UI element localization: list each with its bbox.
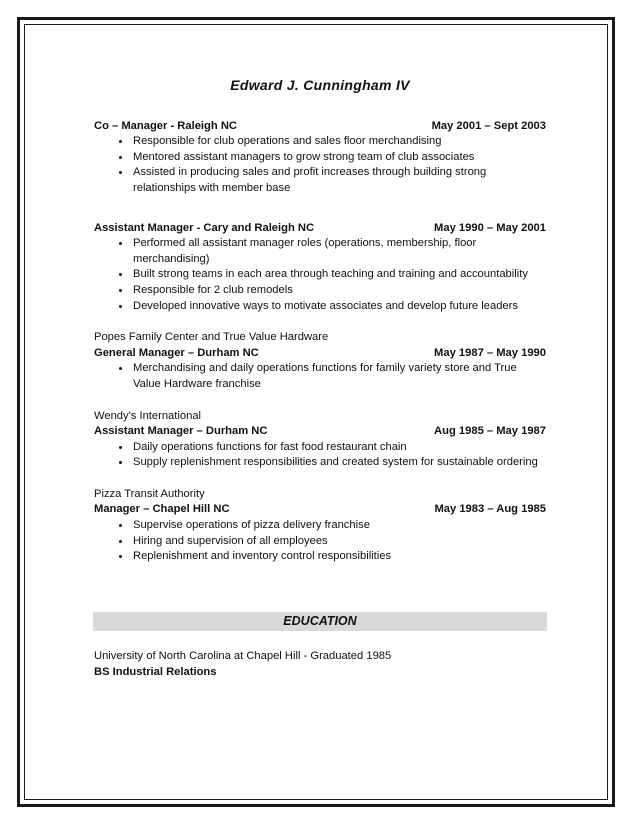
job-bullets [94,236,546,314]
job-bullet: • Performed all assistant manager roles (operations, membership, floor merchandising) [131,236,546,267]
job-title: Assistant Manager - Cary and Raleigh NC [94,221,315,234]
job-bullet: • Hiring and supervision of all employees [131,534,546,550]
education-degree: BS Industrial Relations [94,665,217,678]
job-title: Co – Manager - Raleigh NC [94,119,237,132]
job-bullets [94,134,546,196]
job-dates: Aug 1985 – May 1987 [434,425,546,438]
job-bullet: • Assisted in producing sales and profit increases through building strong relationships with member base [131,165,546,196]
job-bullet: • Responsible for 2 club remodels [131,283,546,299]
job-dates: May 1983 – Aug 1985 [434,503,546,516]
job-bullet: • Supervise operations of pizza delivery franchise [131,518,546,534]
job-bullet: • Daily operations functions for fast food restaurant chain [131,440,546,456]
job-bullet: • Responsible for club operations and sales floor merchandising [131,134,546,150]
job-bullet: • Mentored assistant managers to grow strong team of club associates [131,150,546,166]
job-dates: May 2001 – Sept 2003 [431,119,546,132]
job-title-row [94,221,546,237]
education-section [94,649,391,680]
job-entry [94,330,546,392]
company-name: Pizza Transit Authority [94,487,205,500]
job-title-row [94,119,546,135]
job-bullet: • Built strong teams in each area through teaching and training and accountability [131,267,546,283]
resume-content [94,78,546,581]
job-bullet: • Developed innovative ways to motivate associates and develop future leaders [131,299,546,315]
job-entry [94,487,546,565]
job-bullet: • Merchandising and daily operations functions for family variety store and True Value Hardware franchise [131,361,546,392]
job-bullets [94,440,546,471]
company-name: Wendy's International [94,409,202,422]
job-title-row [94,346,546,362]
job-title-row [94,424,546,440]
company-name: Popes Family Center and True Value Hardware [94,331,329,344]
job-entry [94,119,546,197]
job-bullet: • Supply replenishment responsibilities and created system for sustainable ordering [131,455,546,471]
resume-name: Edward J. Cunningham IV [230,77,410,93]
job-entry [94,221,546,315]
job-title: Manager – Chapel Hill NC [94,503,230,516]
education-school: University of North Carolina at Chapel Hill - Graduated 1985 [94,650,392,662]
job-bullets [94,518,546,565]
job-entry [94,409,546,471]
job-title: Assistant Manager – Durham NC [94,425,268,438]
education-heading: EDUCATION [93,612,547,631]
job-title-row [94,502,546,518]
job-bullet: • Replenishment and inventory control responsibilities [131,549,546,565]
job-dates: May 1990 – May 2001 [434,221,546,234]
job-dates: May 1987 – May 1990 [434,346,546,359]
job-title: General Manager – Durham NC [94,346,259,359]
job-bullets [94,361,546,392]
